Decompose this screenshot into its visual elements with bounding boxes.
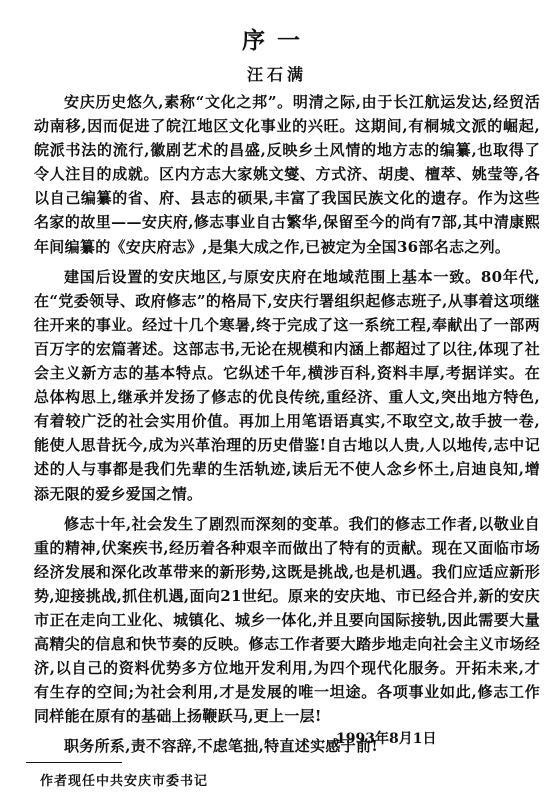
author-name: 汪石满 (246, 65, 307, 84)
paragraph-2: 建国后设置的安庆地区,与原安庆府在地域范围上基本一致。80年代,在“党委领导、政府修志”的格局下,安庆行署组织起修志班子,从事着这项继往开来的事业。经过十几个寒暑,终于完成了这一系统工程,奉献出了一部两百万字的宏篇著述。这部志书,无论在规模和内涵上都超过了以往,体现了社会主义新方志的基本特点。它纵述千年,横涉百科,资料丰厚,考据详实。在总体构思上,继承并发扬了修志的优良传统,重经济、重人文,突出地方特色,有着较广泛的社会实用价值。再加上用笔语语真实,不取空文,故手披一卷,能使人思昔抚今,成为兴革治理的历史借鉴!自古地以人贵,人以地传,志中记述的人与事都是我们先辈的生活轨迹,读后无不使人念乡怀土,启迪良知,增添无限的爱乡爱国之情。 (34, 267, 540, 503)
paragraph-1: 安庆历史悠久,素称“文化之邦”。明清之际,由于长江航运发达,经贸活动南移,因而促进了皖江地区文化事业的兴旺。这期间,有桐城文派的崛起,皖派书法的流行,徽剧艺术的昌盛,反映乡土风情的地方志的编纂,也取得了令人注目的成就。区内方志大家姚文燮、方式济、胡虔、檀萃、姚莹等,各以自己编纂的省、府、县志的硕果,丰富了我国民族文化的遗存。作为这些名家的故里——安庆府,修志事业自古繁华,保留至今的尚有7部,其中清康熙年间编纂的《安庆府志》,是集大成之作,已被定为全国36部名志之列。 (34, 93, 540, 256)
paragraph-4: 职务所系,责不容辞,不虑笔拙,特直述实感于前! (64, 737, 379, 756)
page-title: 序一 (242, 27, 312, 54)
body-text (34, 90, 540, 765)
signature-date: 1993年8月1日 (336, 731, 437, 747)
paragraph-3: 修志十年,社会发生了剧烈而深刻的变革。我们的修志工作者,以敬业自重的精神,伏案疾书,经历着各种艰辛而做出了特有的贡献。现在又面临市场经济发展和深化改革带来的新形势,这既是挑战,也是机遇。我们应适应新形势,迎接挑战,抓住机遇,面向21世纪。原来的安庆地、市已经合并,新的安庆市正在走向工业化、城镇化、城乡一体化,并且要向国际接轨,因此需要大量高精尖的信息和快节奏的反映。修志工作者要大踏步地走向社会主义市场经济,以自己的资料优势多方位地开发利用,为四个现代化服务。开拓未来,才有生存的空间;为社会利用,才是发展的唯一坦途。各项事业如此,修志工作同样能在原有的基础上扬鞭跃马,更上一层! (34, 514, 540, 726)
footnote-divider (26, 762, 122, 763)
footnote: 作者现任中共安庆市委书记 (40, 774, 209, 789)
